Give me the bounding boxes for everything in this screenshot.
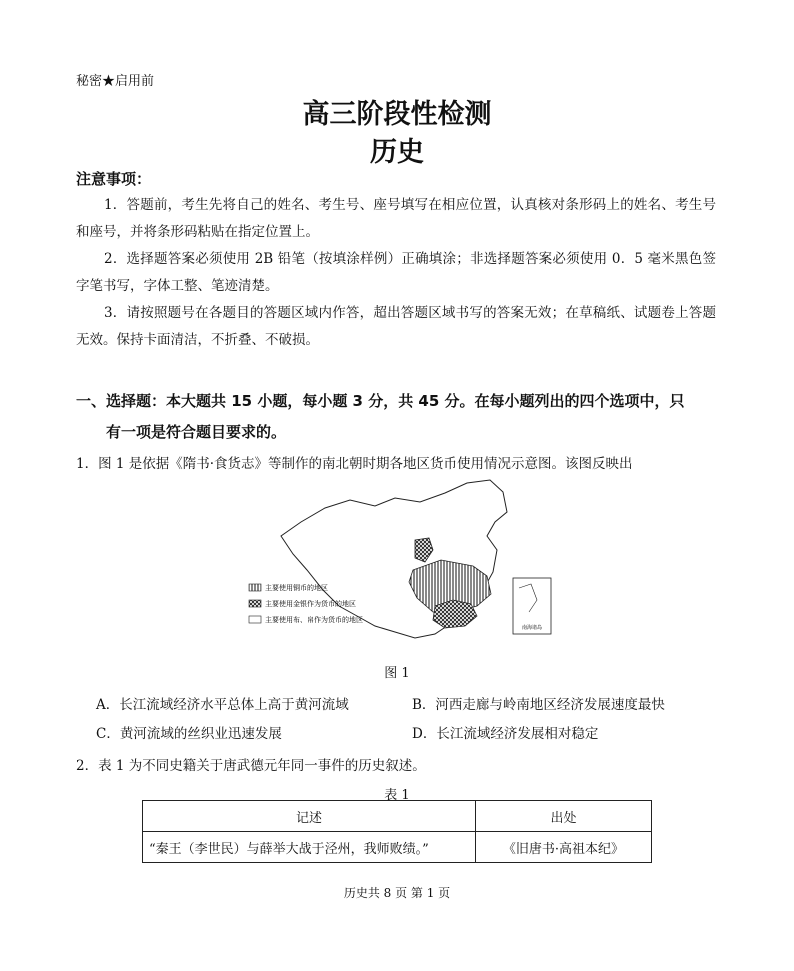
notice-item: 1．答题前，考生先将自己的姓名、考生号、座号填写在相应位置，认真核对条形码上的姓名、考生号和座号，并将条形码粘贴在指定位置上。 <box>76 197 716 240</box>
table-header-cell: 记述 <box>143 801 476 832</box>
notice-item: 2．选择题答案必须使用 2B 铅笔（按填涂样例）正确填涂；非选择题答案必须使用 0．5 毫米黑色签字笔书写，字体工整、笔迹清楚。 <box>76 251 716 294</box>
figure-caption: 图 1 <box>384 666 410 681</box>
currency-map-figure <box>245 478 555 648</box>
exam-title: 高三阶段性检测 <box>302 99 492 130</box>
subject-title: 历史 <box>370 137 424 168</box>
page-footer: 历史共 8 页 第 1 页 <box>343 886 451 900</box>
option-b: B．河西走廊与岭南地区经济发展速度最快 <box>412 697 665 713</box>
table-cell: “秦王（李世民）与薛举大战于泾州，我师败绩。” <box>143 832 476 863</box>
option-c: C．黄河流域的丝织业迅速发展 <box>96 726 282 742</box>
table-row <box>143 832 652 863</box>
legend-cloth: 主要使用布、帛作为货币的地区 <box>265 616 363 624</box>
inset-label: 南海诸岛 <box>521 625 543 631</box>
table-header-cell: 出处 <box>476 801 652 832</box>
table-header-row <box>143 801 652 832</box>
section-heading <box>76 386 722 448</box>
legend-copper: 主要使用铜币的地区 <box>265 584 328 592</box>
legend-gold-silver: 主要使用金银作为货币的地区 <box>265 600 356 608</box>
table-caption: 表 1 <box>384 788 410 803</box>
option-a: A．长江流域经济水平总体上高于黄河流域 <box>96 697 349 713</box>
section-heading-line: 一、选择题：本大题共 15 小题，每小题 3 分，共 45 分。在每小题列出的四个选项中，只 <box>76 392 685 410</box>
question-2-stem: 2．表 1 为不同史籍关于唐武德元年同一事件的历史叙述。 <box>76 758 426 774</box>
option-d: D．长江流域经济发展相对稳定 <box>412 726 599 742</box>
notice-item: 3．请按照题号在各题目的答题区域内作答，超出答题区域书写的答案无效；在草稿纸、试题卷上答题无效。保持卡面清洁，不折叠、不破损。 <box>76 305 716 348</box>
history-table <box>142 800 652 863</box>
gold-silver-region-south <box>433 600 477 628</box>
question-1-stem: 1．图 1 是依据《隋书·食货志》等制作的南北朝时期各地区货币使用情况示意图。该图反映出 <box>76 456 633 472</box>
section-heading-line: 有一项是符合题目要求的。 <box>106 423 287 441</box>
notice-heading: 注意事项： <box>76 170 152 188</box>
table-cell: 《旧唐书·高祖本纪》 <box>476 832 652 863</box>
confidential-mark: 秘密★启用前 <box>76 74 155 89</box>
